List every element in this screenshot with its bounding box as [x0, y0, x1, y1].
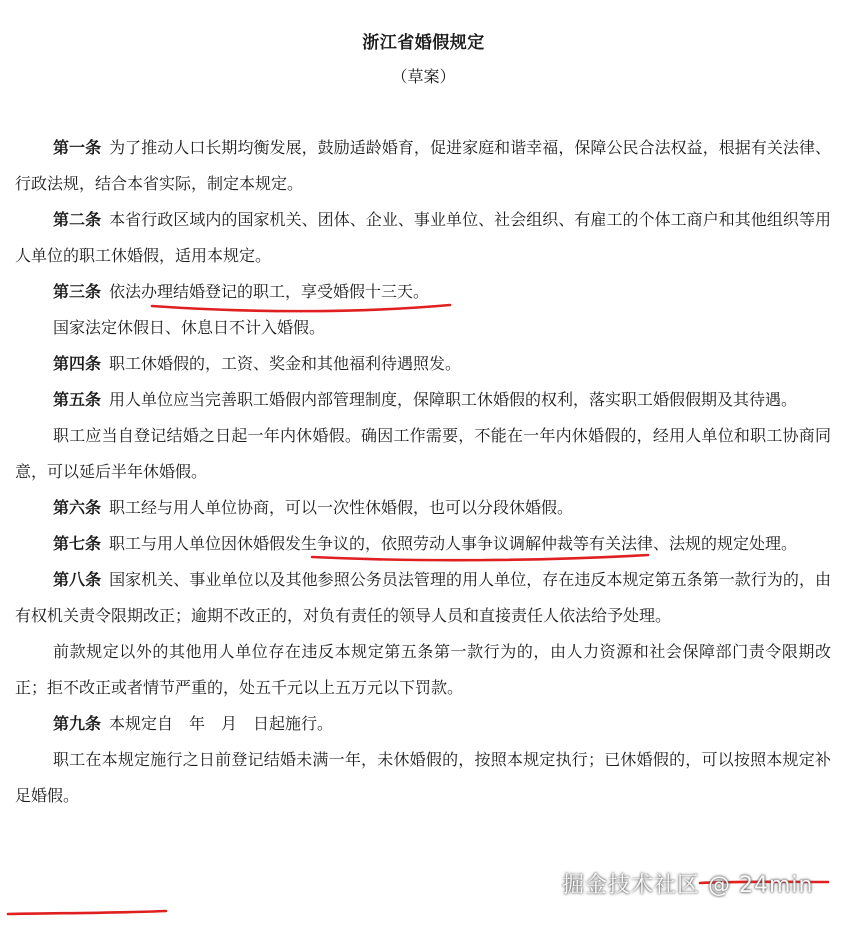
document-body: [15, 130, 831, 814]
article-text: 职工经与用人单位协商，可以一次性休婚假，也可以分段休婚假。: [109, 498, 574, 517]
article-label: 第四条: [53, 354, 102, 373]
paragraph: [15, 310, 831, 346]
article-text: 本规定自 年 月 日起施行。: [109, 714, 334, 733]
paragraph-text: 职工在本规定施行之日前登记结婚未满一年，未休婚假的，按照本规定执行；已休婚假的，可以按照本规定补足婚假。: [15, 750, 831, 805]
paragraph: [15, 634, 831, 706]
article-6: [15, 490, 831, 526]
paragraph-text: 职工应当自登记结婚之日起一年内休婚假。确因工作需要，不能在一年内休婚假的，经用人单位和职工协商同意，可以延后半年休婚假。: [15, 426, 831, 481]
article-label: 第七条: [53, 534, 102, 553]
article-4: [15, 346, 831, 382]
article-text: 为了推动人口长期均衡发展，鼓励适龄婚育，促进家庭和谐幸福，保障公民合法权益，根据有关法律、行政法规，结合本省实际，制定本规定。: [15, 138, 831, 193]
article-5: [15, 382, 831, 418]
paragraph-text: 国家法定休假日、休息日不计入婚假。: [53, 318, 326, 337]
article-label: 第九条: [53, 714, 102, 733]
article-1: [15, 130, 831, 202]
paragraph-text: 前款规定以外的其他用人单位存在违反本规定第五条第一款行为的，由人力资源和社会保障部门责令限期改正；拒不改正或者情节严重的，处五千元以上五万元以下罚款。: [15, 642, 831, 697]
article-label: 第八条: [53, 570, 102, 589]
article-label: 第六条: [53, 498, 102, 517]
article-text: 用人单位应当完善职工婚假内部管理制度，保障职工休婚假的权利，落实职工婚假假期及其待遇。: [109, 390, 798, 409]
underline-article-9-b: [8, 911, 166, 914]
article-text: 职工与用人单位因休婚假发生争议的，依照劳动人事争议调解仲裁等有关法律、法规的规定处理。: [109, 534, 798, 553]
paragraph: [15, 418, 831, 490]
article-label: 第二条: [53, 210, 102, 229]
article-3: [15, 274, 831, 310]
document-subtitle: （草案）: [391, 67, 456, 86]
document-title: 浙江省婚假规定: [362, 33, 485, 53]
article-label: 第五条: [53, 390, 102, 409]
article-8: [15, 562, 831, 634]
article-9: [15, 706, 831, 742]
article-text: 本省行政区域内的国家机关、团体、企业、事业单位、社会组织、有雇工的个体工商户和其他组织等用人单位的职工休婚假，适用本规定。: [15, 210, 831, 265]
article-text: 职工休婚假的，工资、奖金和其他福利待遇照发。: [109, 354, 462, 373]
article-text: 国家机关、事业单位以及其他参照公务员法管理的用人单位，存在违反本规定第五条第一款行为的，由有权机关责令限期改正；逾期不改正的，对负有责任的领导人员和直接责任人依法给予处理。: [15, 570, 831, 625]
article-label: 第一条: [53, 138, 102, 157]
article-7: [15, 526, 831, 562]
watermark-text: 掘金技术社区 @ 24min: [562, 873, 814, 898]
article-2: [15, 202, 831, 274]
paragraph: [15, 742, 831, 814]
article-text: 依法办理结婚登记的职工，享受婚假十三天。: [109, 282, 430, 301]
article-label: 第三条: [53, 282, 102, 301]
